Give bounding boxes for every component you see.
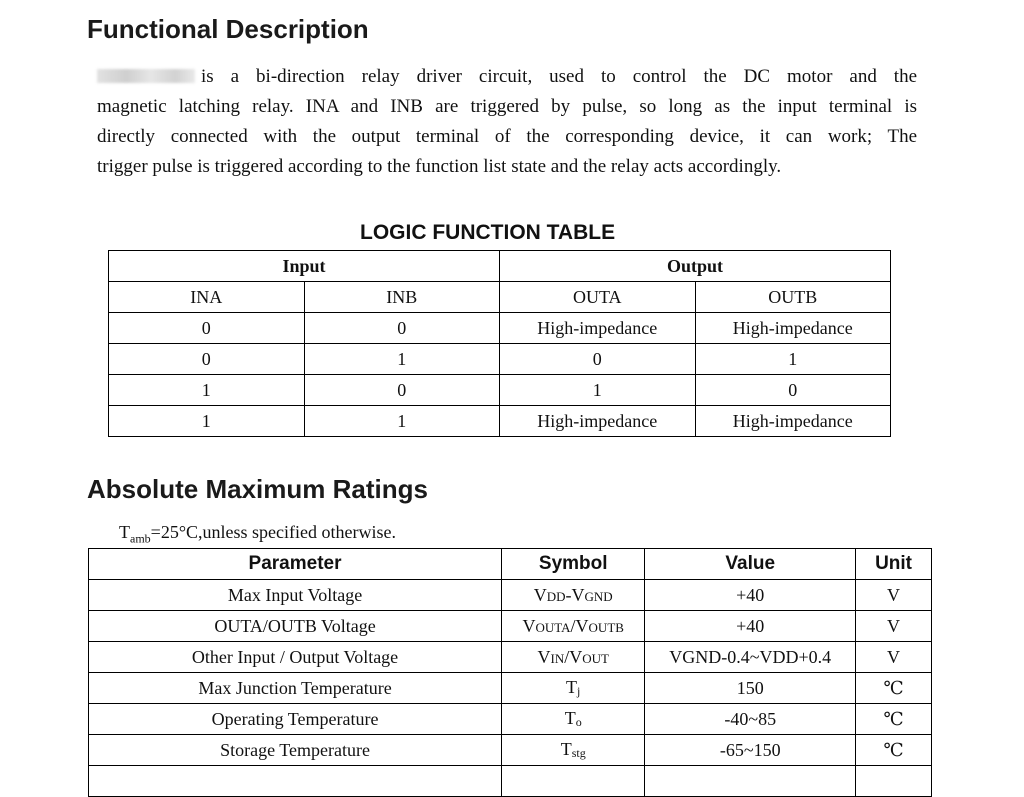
cell-parameter: Storage Temperature <box>89 735 502 766</box>
ambient-condition-note: $T_{amb}=25^\circ C,unless$ specified otherwise. <box>119 522 396 546</box>
table-row <box>109 313 891 344</box>
cell-parameter: Other Input / Output Voltage <box>89 642 502 673</box>
cell-ina: 0 <box>109 344 305 375</box>
cell-outa: High-impedance <box>500 406 696 437</box>
col-ina: INA <box>109 282 305 313</box>
group-input: Input <box>109 251 500 282</box>
table-row-partial <box>89 766 932 797</box>
col-parameter: Parameter <box>89 549 502 580</box>
table-row <box>89 580 932 611</box>
cell-unit: V <box>856 642 932 673</box>
cell-outb: High-impedance <box>695 313 891 344</box>
cell-parameter: Operating Temperature <box>89 704 502 735</box>
cell-symbol: $T_o$ <box>502 704 645 735</box>
table-row <box>89 704 932 735</box>
ratings-header-row <box>89 549 932 580</box>
cell-inb: 0 <box>304 313 500 344</box>
cell-value: +40 <box>645 580 856 611</box>
logic-column-header-row <box>109 282 891 313</box>
paragraph-line-2: magnetic latching relay. INA and INB are triggered by pulse, so long as the input terminal is <box>97 96 917 117</box>
cell-inb: 1 <box>304 406 500 437</box>
table-row <box>89 673 932 704</box>
logic-group-header-row <box>109 251 891 282</box>
cell-symbol: $T_j$ <box>502 673 645 704</box>
cell-unit: V <box>856 580 932 611</box>
table-row <box>89 735 932 766</box>
cell-unit: V <box>856 611 932 642</box>
cell-symbol: VIN/VOUT <box>502 642 645 673</box>
cell-unit: ℃ <box>856 673 932 704</box>
cell-unit: ℃ <box>856 704 932 735</box>
cell-outa: 1 <box>500 375 696 406</box>
cell-unit: ℃ <box>856 735 932 766</box>
cell-value: +40 <box>645 611 856 642</box>
col-outb: OUTB <box>695 282 891 313</box>
section-title-functional-description: Functional Description <box>87 14 369 44</box>
paragraph-line-4: trigger pulse is triggered according to the function list state and the relay acts accordingly. <box>97 156 782 177</box>
paragraph-line-1: is a bi-direction relay driver circuit, used to control the DC motor and the <box>97 62 917 92</box>
cell-ina: 1 <box>109 375 305 406</box>
table-row <box>109 406 891 437</box>
cell-value: 150 <box>645 673 856 704</box>
cell-symbol: VOUTA/VOUTB <box>502 611 645 642</box>
cell-outa: High-impedance <box>500 313 696 344</box>
cell-symbol: $T_{stg}$ <box>502 735 645 766</box>
col-symbol: Symbol <box>502 549 645 580</box>
cell-outa: 0 <box>500 344 696 375</box>
cell-parameter: Max Junction Temperature <box>89 673 502 704</box>
table-row <box>89 611 932 642</box>
table-row <box>109 344 891 375</box>
group-output: Output <box>500 251 891 282</box>
cell-value: VGND-0.4~VDD+0.4 <box>645 642 856 673</box>
cell-inb: 1 <box>304 344 500 375</box>
cell-value: -65~150 <box>645 735 856 766</box>
redacted-part-name <box>97 69 195 83</box>
cell-value: -40~85 <box>645 704 856 735</box>
cell-outb: High-impedance <box>695 406 891 437</box>
section-title-absolute-maximum-ratings: Absolute Maximum Ratings <box>87 474 428 504</box>
col-inb: INB <box>304 282 500 313</box>
col-unit: Unit <box>856 549 932 580</box>
paragraph-line-3: directly connected with the output terminal of the corresponding device, it can work; The <box>97 126 917 147</box>
cell-ina: 0 <box>109 313 305 344</box>
cell-parameter: OUTA/OUTB Voltage <box>89 611 502 642</box>
col-outa: OUTA <box>500 282 696 313</box>
logic-function-table <box>108 250 891 437</box>
cell-parameter: Max Input Voltage <box>89 580 502 611</box>
cell-outb: 1 <box>695 344 891 375</box>
cell-inb: 0 <box>304 375 500 406</box>
functional-description-paragraph <box>97 62 917 182</box>
absolute-maximum-ratings-table <box>88 548 932 797</box>
logic-table-caption: LOGIC FUNCTION TABLE <box>360 221 616 244</box>
cell-symbol: VDD-VGND <box>502 580 645 611</box>
table-row <box>109 375 891 406</box>
cell-ina: 1 <box>109 406 305 437</box>
table-row <box>89 642 932 673</box>
col-value: Value <box>645 549 856 580</box>
cell-outb: 0 <box>695 375 891 406</box>
